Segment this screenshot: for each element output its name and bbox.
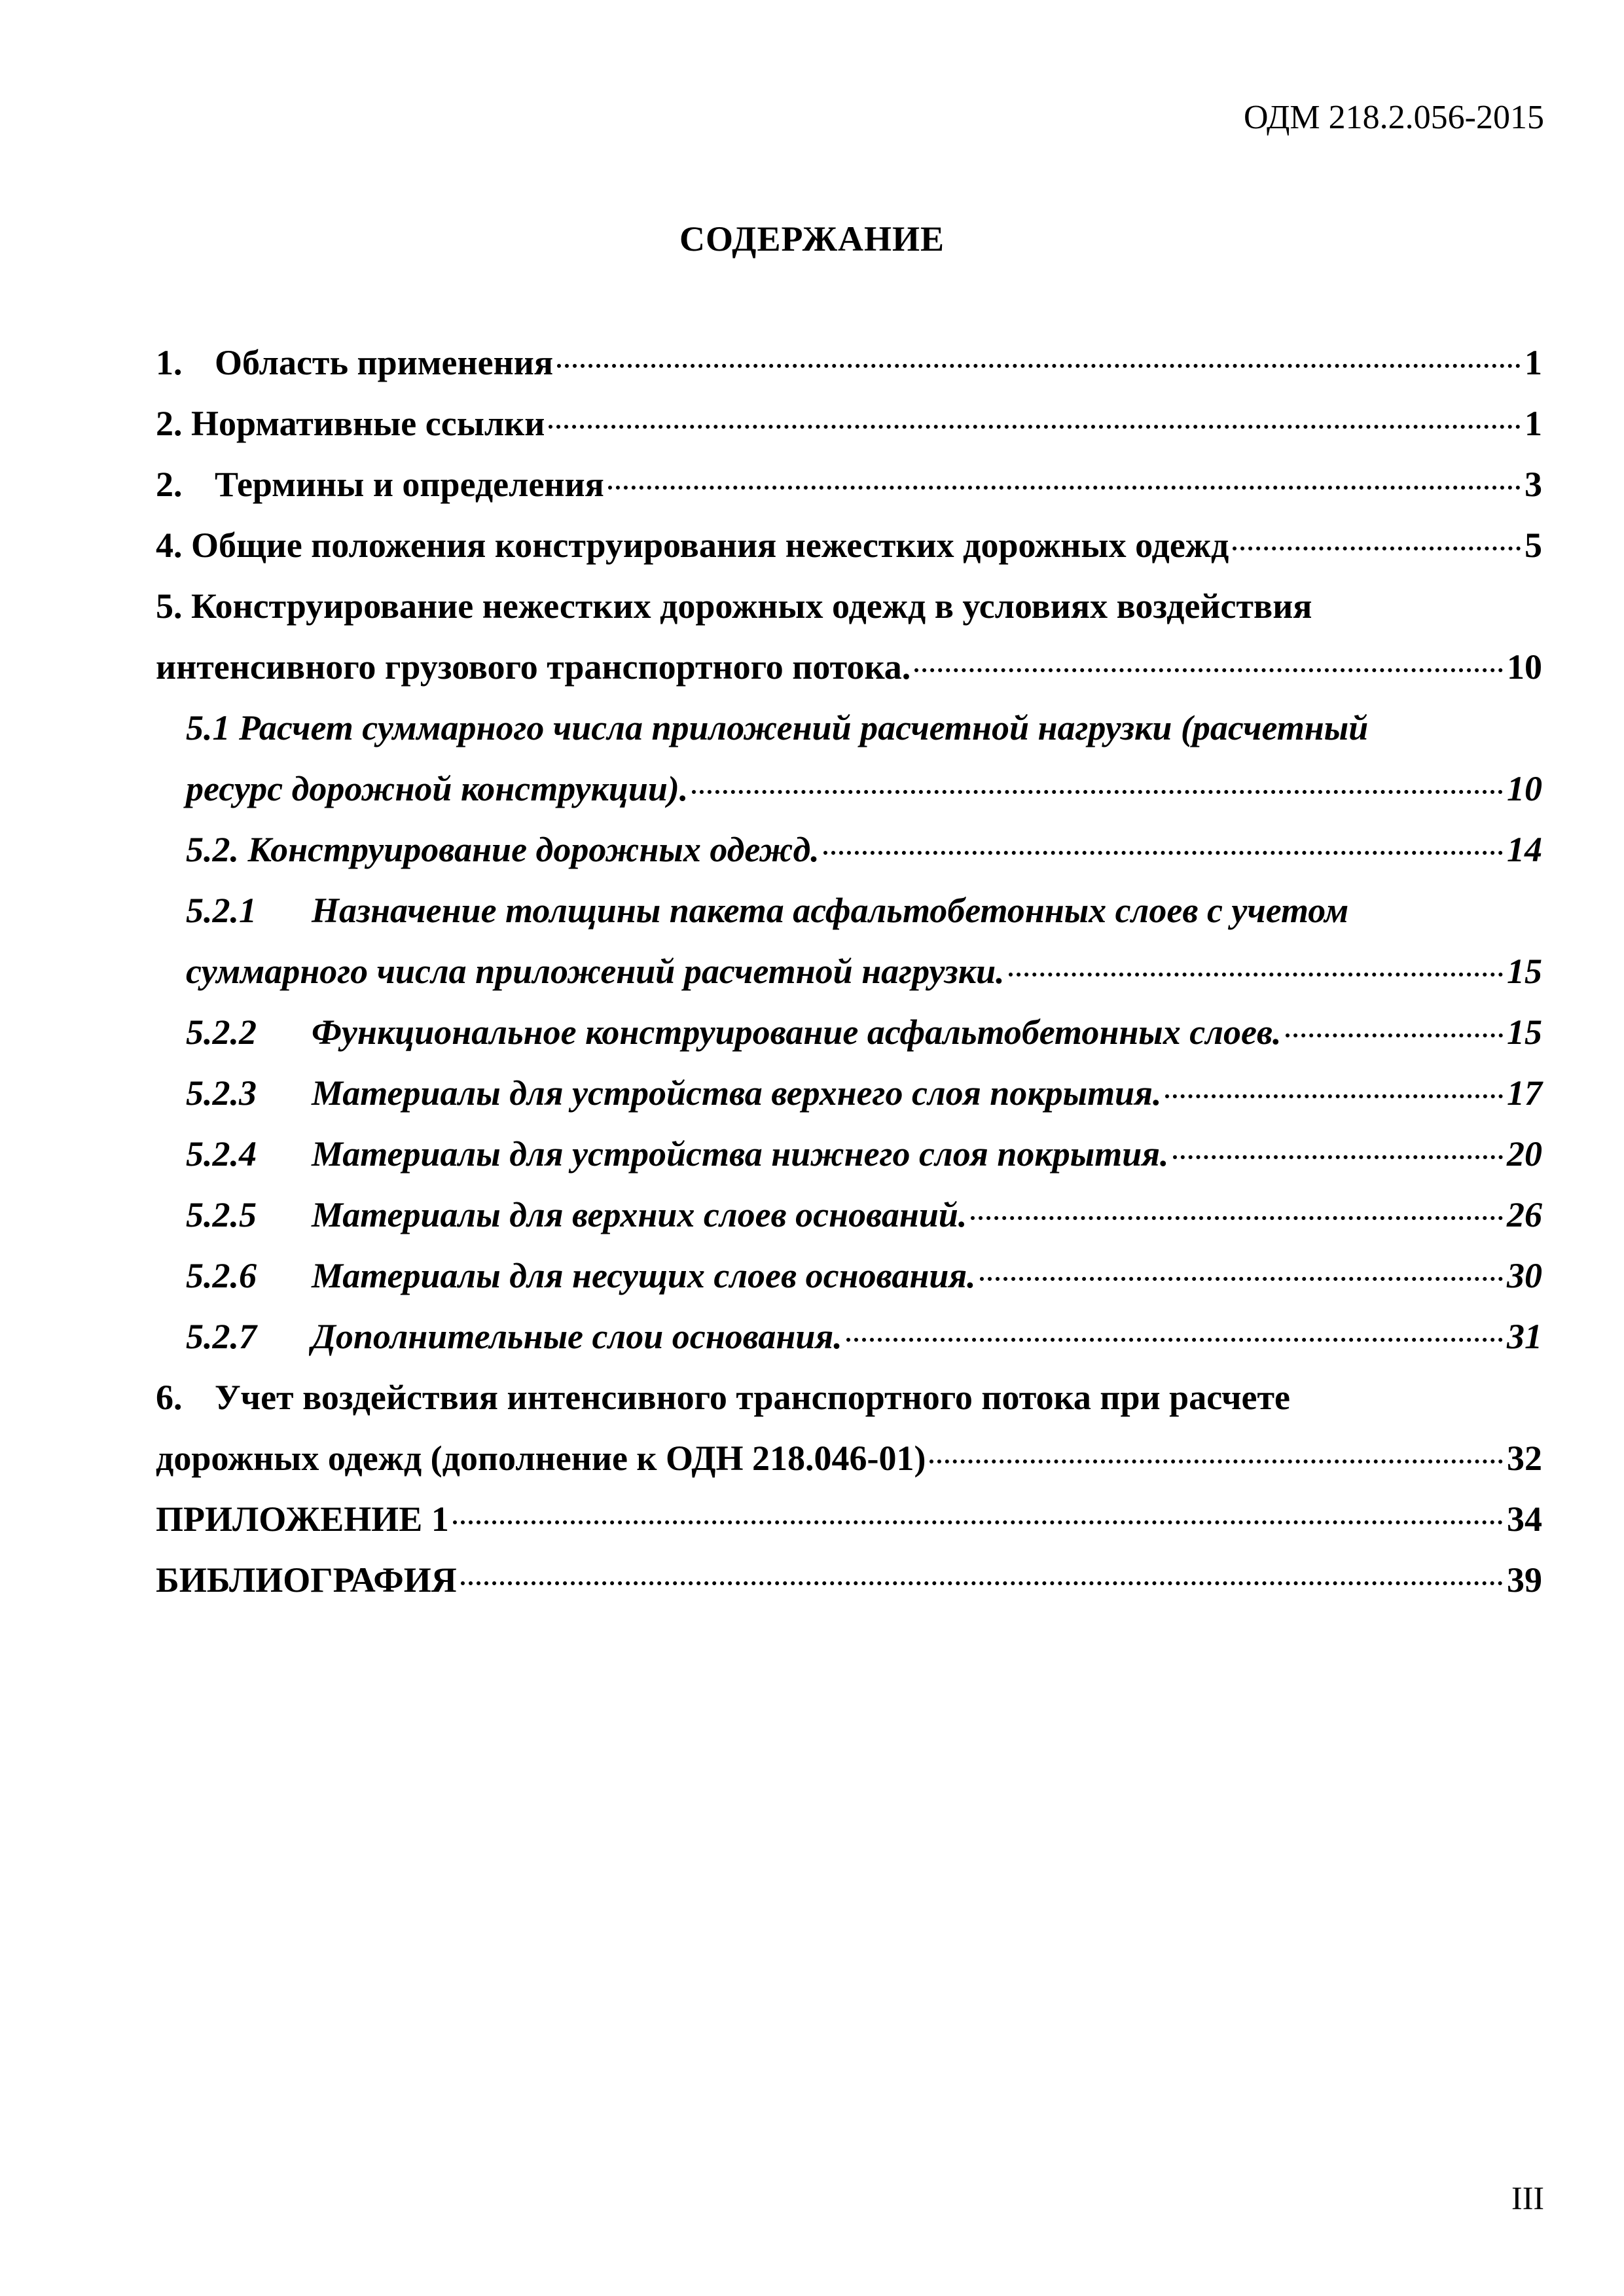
toc-entry-page: 1 [1525, 404, 1542, 443]
toc-entry-text: Дополнительные слои основания. [312, 1317, 842, 1356]
toc-entry-text: Материалы для устройства нижнего слоя покрытия. [312, 1134, 1169, 1174]
toc-entry-text: ресурс дорожной конструкции). [186, 769, 689, 808]
toc-entry-text: Функциональное конструирование асфальтобетонных слоев. [312, 1013, 1282, 1052]
toc-entry-page: 26 [1507, 1195, 1542, 1234]
toc-entry-text-line1: 5.1 Расчет суммарного числа приложений расчетной нагрузки (расчетный [186, 708, 1369, 747]
toc-entry-5-2-5[interactable] [156, 1185, 1542, 1246]
toc-entry-text: Термины и определения [215, 465, 604, 504]
dot-leader [1173, 1155, 1503, 1159]
toc-entry-text: Материалы для устройства верхнего слоя покрытия. [312, 1073, 1162, 1113]
dot-leader [1286, 1033, 1503, 1037]
toc-entry-number: 5.2.6 [186, 1256, 257, 1295]
toc-entry-text-line1: 5. Конструирование нежестких дорожных одежд в условиях воздействия [156, 586, 1312, 626]
toc-entry-number: 5.2.5 [186, 1195, 257, 1234]
toc-entry-3[interactable] [156, 454, 1542, 515]
toc-entry-6[interactable] [156, 1367, 1542, 1489]
toc-entry-5-2-3[interactable] [156, 1063, 1542, 1124]
toc-entry-number: 1. [156, 343, 183, 382]
toc-title: СОДЕРЖАНИЕ [679, 219, 945, 259]
toc-entry-5-2-2[interactable] [156, 1002, 1542, 1063]
dot-leader [549, 425, 1521, 429]
toc-entry-page: 10 [1507, 769, 1542, 808]
toc-entry-text: Материалы для верхних слоев оснований. [312, 1195, 967, 1234]
dot-leader [823, 851, 1503, 855]
dot-leader [914, 668, 1503, 672]
toc-entry-page: 39 [1507, 1560, 1542, 1600]
toc-entry-2[interactable] [156, 393, 1542, 454]
toc-entry-text: 4. Общие положения конструирования нежестких дорожных одежд [156, 526, 1229, 565]
toc-entry-number: 6. [156, 1378, 183, 1417]
dot-leader [461, 1581, 1503, 1585]
toc-entry-text: Материалы для несущих слоев основания. [312, 1256, 976, 1295]
dot-leader [453, 1520, 1503, 1524]
toc-entry-page: 1 [1525, 343, 1542, 382]
toc-entry-page: 34 [1507, 1499, 1542, 1539]
toc-entry-page: 10 [1507, 647, 1542, 687]
toc-entry-5-2[interactable] [156, 819, 1542, 880]
toc-entry-5-2-1[interactable] [156, 880, 1542, 1002]
toc-entry-page: 3 [1525, 465, 1542, 504]
toc-entry-number: 5.2.4 [186, 1134, 257, 1174]
dot-leader [608, 486, 1521, 490]
toc-entry-number: 2. [156, 465, 183, 504]
dot-leader [1233, 547, 1521, 550]
document-code: ОДМ 218.2.056-2015 [1244, 99, 1544, 136]
table-of-contents [156, 332, 1542, 1611]
toc-entry-text-line1: Учет воздействия интенсивного транспортного потока при расчете [215, 1378, 1290, 1417]
toc-entry-appendix-1[interactable] [156, 1489, 1542, 1550]
toc-entry-page: 14 [1507, 830, 1542, 869]
toc-entry-text: 2. Нормативные ссылки [156, 404, 545, 443]
dot-leader [929, 1460, 1503, 1463]
dot-leader [1165, 1094, 1503, 1098]
toc-entry-page: 30 [1507, 1256, 1542, 1295]
toc-entry-page: 15 [1507, 1013, 1542, 1052]
dot-leader [846, 1338, 1503, 1342]
toc-entry-page: 32 [1507, 1439, 1542, 1478]
toc-entry-4[interactable] [156, 515, 1542, 576]
toc-entry-text: БИБЛИОГРАФИЯ [156, 1560, 457, 1600]
toc-entry-number: 5.2.2 [186, 1013, 257, 1052]
dot-leader [557, 364, 1521, 368]
dot-leader [1009, 973, 1503, 977]
dot-leader [971, 1216, 1503, 1220]
toc-entry-text: интенсивного грузового транспортного потока. [156, 647, 911, 687]
toc-entry-5-1[interactable] [156, 698, 1542, 819]
dot-leader [692, 790, 1503, 794]
toc-entry-bibliography[interactable] [156, 1550, 1542, 1611]
toc-entry-text: суммарного числа приложений расчетной нагрузки. [186, 952, 1005, 991]
toc-entry-page: 31 [1507, 1317, 1542, 1356]
toc-entry-page: 5 [1525, 526, 1542, 565]
toc-entry-number: 5.2.1 [186, 891, 257, 930]
toc-entry-page: 20 [1507, 1134, 1542, 1174]
toc-entry-number: 5.2.3 [186, 1073, 257, 1113]
toc-entry-1[interactable] [156, 332, 1542, 393]
toc-entry-text: дорожных одежд (дополнение к ОДН 218.046-01) [156, 1439, 926, 1478]
toc-entry-page: 15 [1507, 952, 1542, 991]
toc-entry-text-line1: Назначение толщины пакета асфальтобетонных слоев с учетом [312, 891, 1349, 930]
toc-entry-5-2-6[interactable] [156, 1246, 1542, 1306]
dot-leader [980, 1277, 1503, 1281]
toc-entry-5[interactable] [156, 576, 1542, 698]
toc-entry-text: 5.2. Конструирование дорожных одежд. [186, 830, 820, 869]
page-number: III [1511, 2179, 1544, 2216]
toc-entry-page: 17 [1507, 1073, 1542, 1113]
toc-entry-number: 5.2.7 [186, 1317, 257, 1356]
toc-entry-5-2-4[interactable] [156, 1124, 1542, 1185]
toc-entry-5-2-7[interactable] [156, 1306, 1542, 1367]
toc-entry-text: Область применения [215, 343, 554, 382]
toc-entry-text: ПРИЛОЖЕНИЕ 1 [156, 1499, 449, 1539]
